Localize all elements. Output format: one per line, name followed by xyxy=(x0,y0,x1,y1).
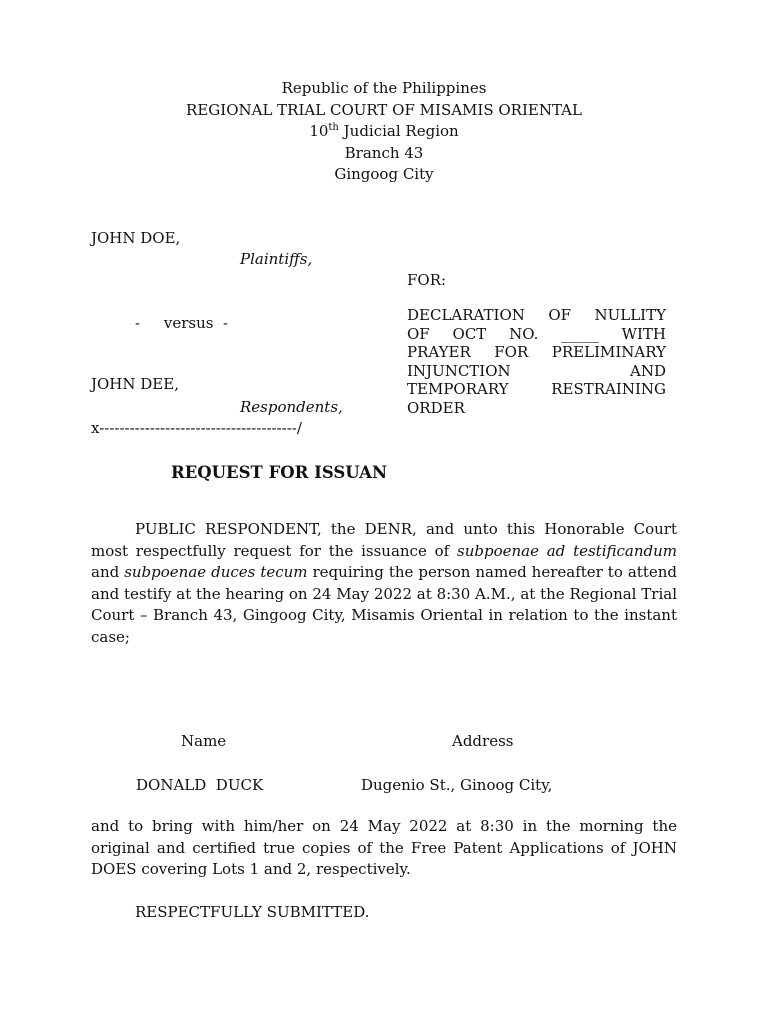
for-label: FOR: xyxy=(407,271,447,289)
versus-label: - versus - xyxy=(135,314,229,332)
case-line: PRAYER FOR PRELIMINARY xyxy=(407,343,666,361)
paragraph-text: most respectfully request for the issuance of xyxy=(91,541,457,560)
paragraph-line: PUBLIC RESPONDENT, the DENR, and unto this Honorable Court xyxy=(135,520,677,538)
plaintiff-role: Plaintiffs, xyxy=(240,250,313,268)
branch-line: Branch 43 xyxy=(344,143,424,162)
paragraph-line xyxy=(91,541,677,563)
plaintiff-name: JOHN DOE, xyxy=(91,229,181,247)
paragraph-line: DOES covering Lots 1 and 2, respectively. xyxy=(91,860,411,878)
paragraph-italic: subpoenae ad testificandum xyxy=(457,541,677,560)
case-line: OF OCT NO. _____ WITH xyxy=(407,324,666,343)
table-header-address: Address xyxy=(452,732,514,750)
judicial-region xyxy=(0,121,768,143)
region-ordinal: th xyxy=(328,122,339,133)
case-line: DECLARATION OF NULLITY xyxy=(407,306,666,324)
paragraph-line: and to bring with him/her on 24 May 2022 at 8:30 in the morning the xyxy=(91,817,677,835)
caption-separator: x---------------------------------------/ xyxy=(91,419,302,437)
paragraph-line: case; xyxy=(91,627,130,646)
document-title: REQUEST FOR ISSUAN xyxy=(171,463,388,482)
country-line: Republic of the Philippines xyxy=(281,79,487,97)
request-paragraph xyxy=(91,519,677,648)
region-text: Judicial Region xyxy=(338,122,459,140)
closing-paragraph xyxy=(91,816,677,881)
case-line: TEMPORARY RESTRAINING xyxy=(407,380,666,398)
paragraph-line: and testify at the hearing on 24 May 2022 at 8:30 A.M., at the Regional Trial xyxy=(91,584,677,603)
case-line: INJUNCTION AND xyxy=(407,361,666,380)
court-caption xyxy=(0,78,768,186)
paragraph-line: Court – Branch 43, Gingoog City, Misamis Oriental in relation to the instant xyxy=(91,606,677,624)
witness-address: Dugenio St., Ginoog City, xyxy=(361,776,553,794)
paragraph-text: and xyxy=(91,563,125,581)
case-description xyxy=(407,306,666,417)
city-line: Gingoog City xyxy=(334,165,434,183)
case-line: ORDER xyxy=(407,398,465,417)
paragraph-line: original and certified true copies of the Free Patent Applications of JOHN xyxy=(91,838,677,857)
table-header-name: Name xyxy=(181,732,227,750)
paragraph-line xyxy=(91,562,677,584)
paragraph-italic: subpoenae duces tecum xyxy=(124,563,308,581)
region-number: 10 xyxy=(309,122,329,140)
respondent-name: JOHN DEE, xyxy=(91,375,179,393)
paragraph-text: requiring the person named hereafter to attend xyxy=(307,563,677,581)
witness-name: DONALD DUCK xyxy=(136,776,264,794)
respectfully-submitted: RESPECTFULLY SUBMITTED. xyxy=(135,903,370,921)
respondent-role: Respondents, xyxy=(240,398,343,416)
court-name: REGIONAL TRIAL COURT OF MISAMIS ORIENTAL xyxy=(186,100,582,119)
